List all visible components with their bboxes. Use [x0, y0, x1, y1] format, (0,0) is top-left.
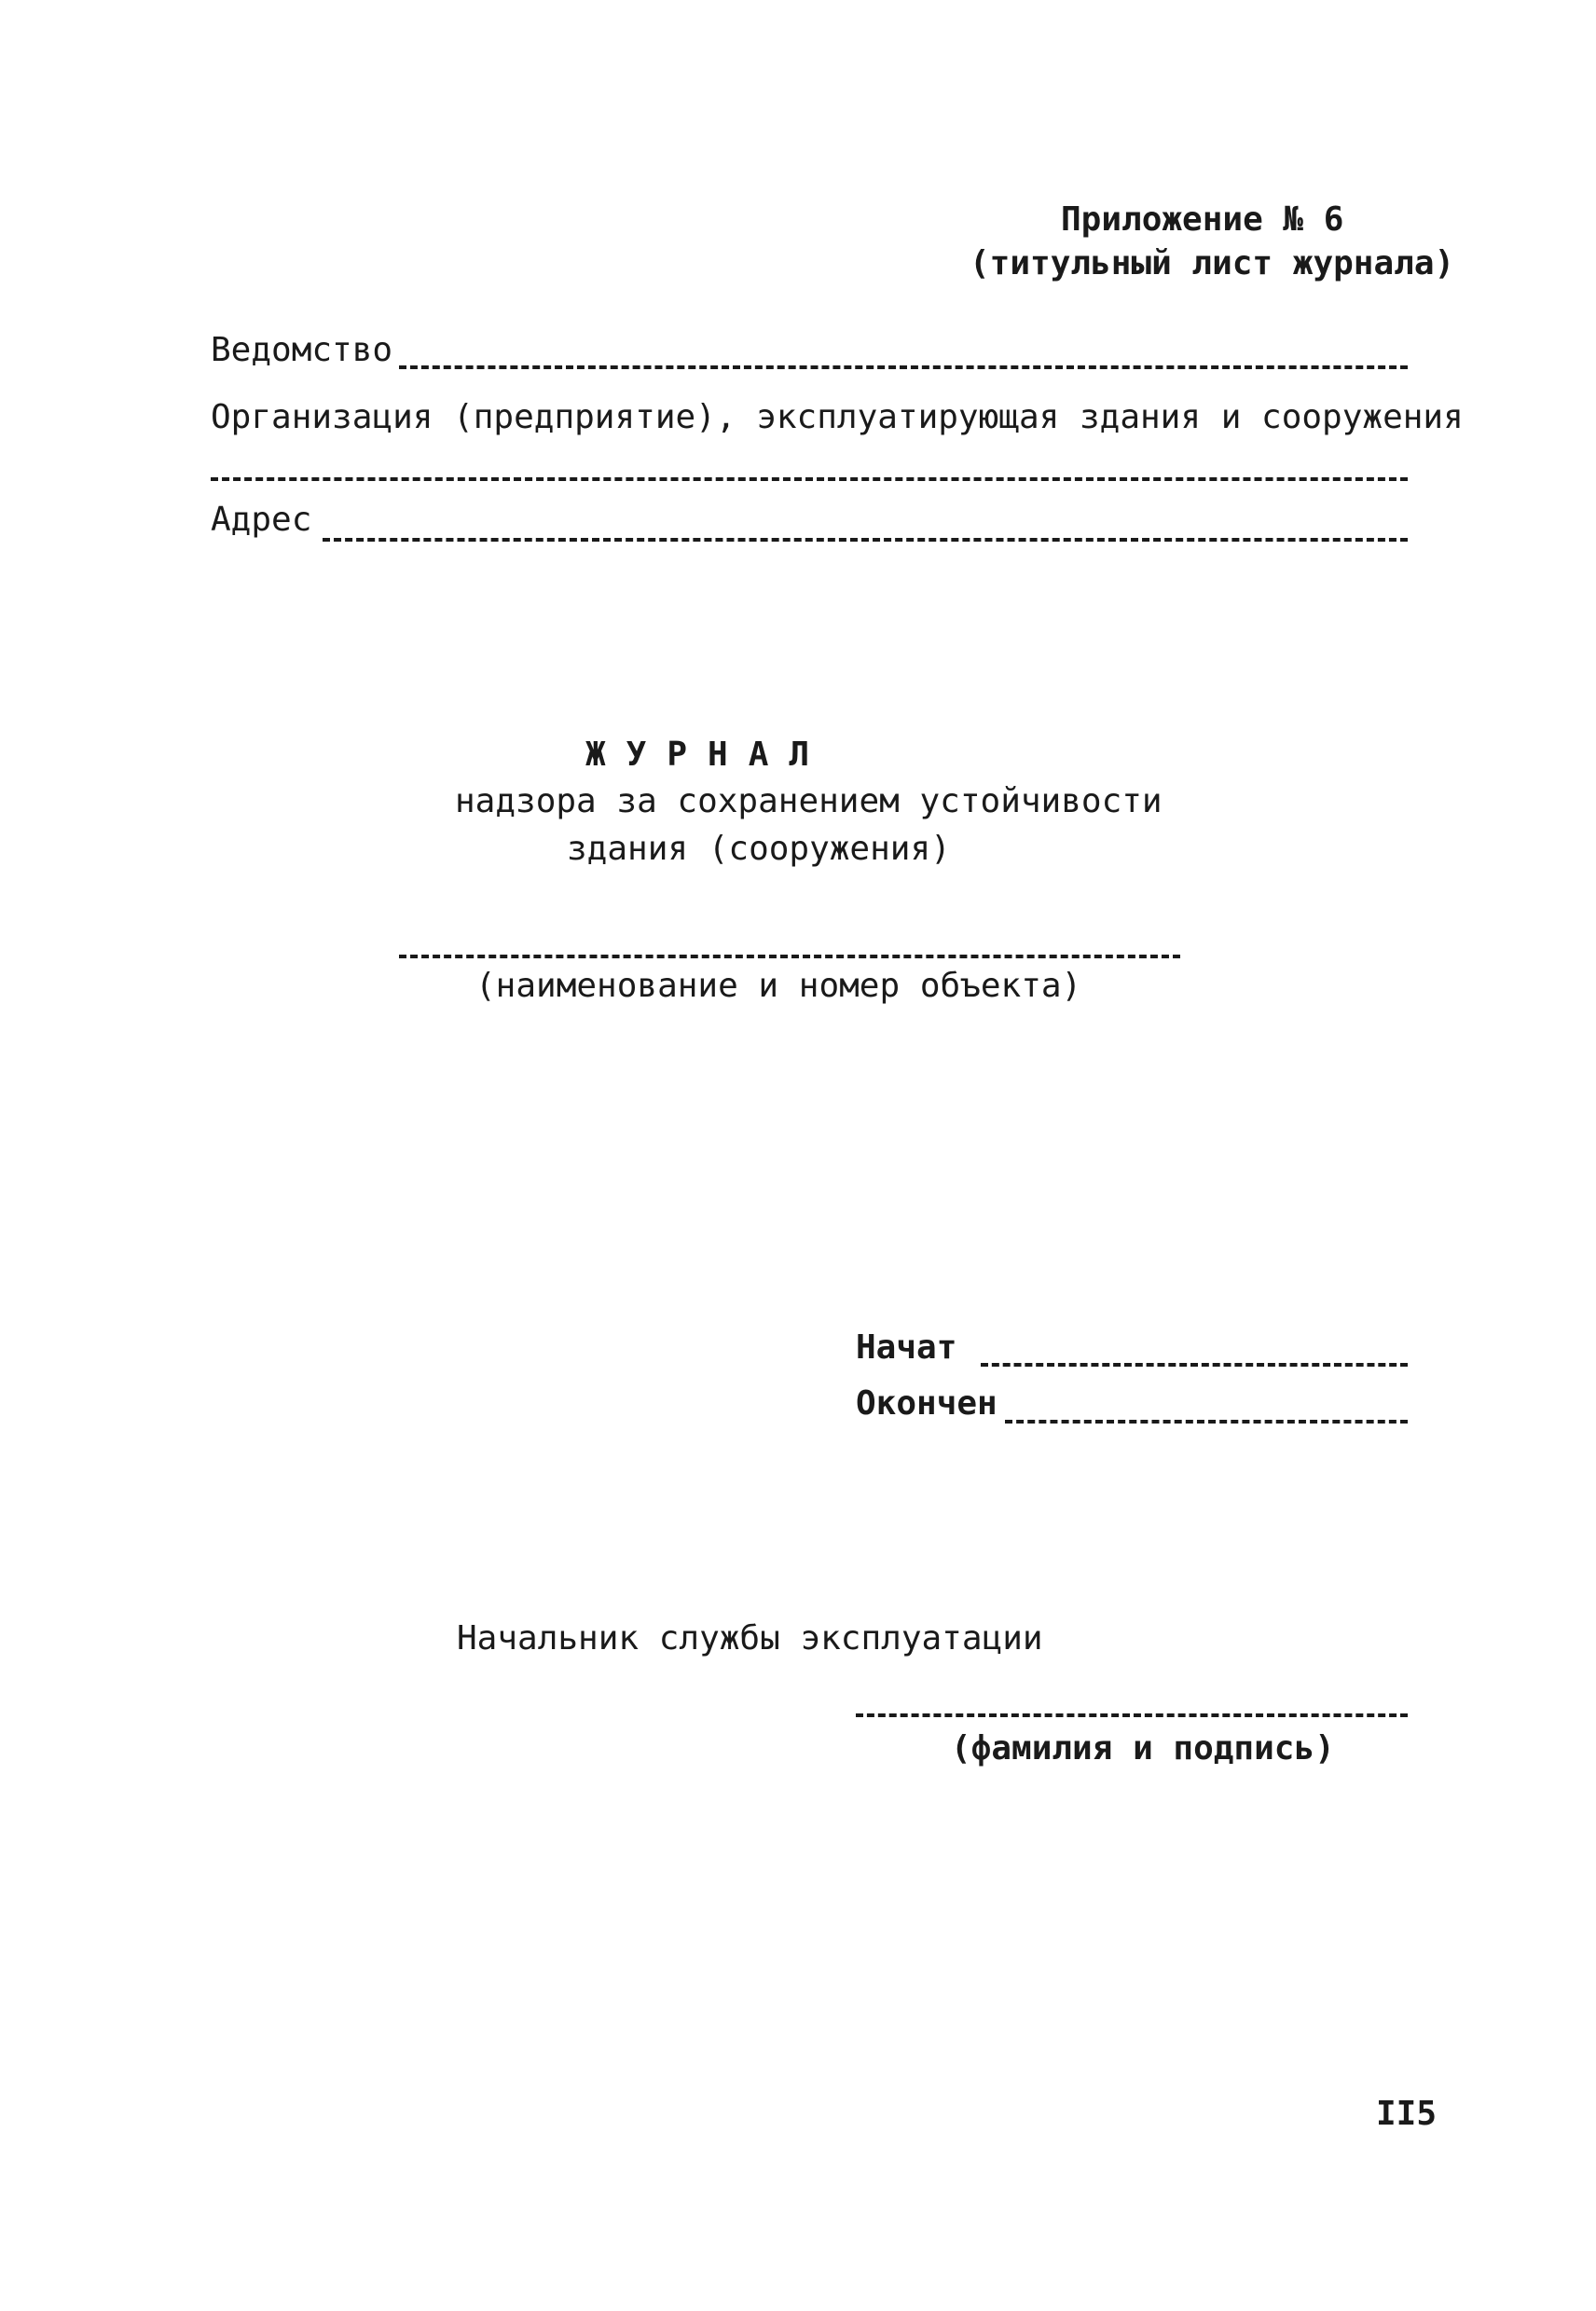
- address-field-line[interactable]: [323, 538, 1408, 542]
- organization-label: Организация (предприятие), эксплуатирующая здания и сооружения: [211, 398, 1464, 436]
- page-number: II5: [1376, 2095, 1438, 2133]
- signature-caption: (фамилия и подпись): [951, 1729, 1335, 1768]
- appendix-subtitle: (титульный лист журнала): [970, 244, 1455, 282]
- signature-field-line[interactable]: [856, 1713, 1408, 1717]
- journal-title: ЖУРНАЛ: [585, 736, 831, 774]
- journal-subtitle-line1: надзора за сохранением устойчивости: [455, 782, 1163, 820]
- signature-position-label: Начальник службы эксплуатации: [457, 1619, 1043, 1658]
- finished-label: Окончен: [856, 1384, 998, 1423]
- address-label: Адрес: [211, 501, 312, 539]
- organization-field-line[interactable]: [211, 477, 1408, 481]
- started-label: Начат: [856, 1328, 957, 1367]
- started-field-line[interactable]: [981, 1363, 1408, 1367]
- object-name-caption: (наименование и номер объекта): [475, 967, 1082, 1005]
- finished-field-line[interactable]: [1005, 1420, 1408, 1424]
- appendix-number: Приложение № 6: [1061, 200, 1344, 239]
- department-field-line[interactable]: [399, 365, 1408, 369]
- object-name-field-line[interactable]: [399, 955, 1180, 958]
- department-label: Ведомство: [211, 331, 393, 369]
- journal-subtitle-line2: здания (сооружения): [567, 830, 951, 868]
